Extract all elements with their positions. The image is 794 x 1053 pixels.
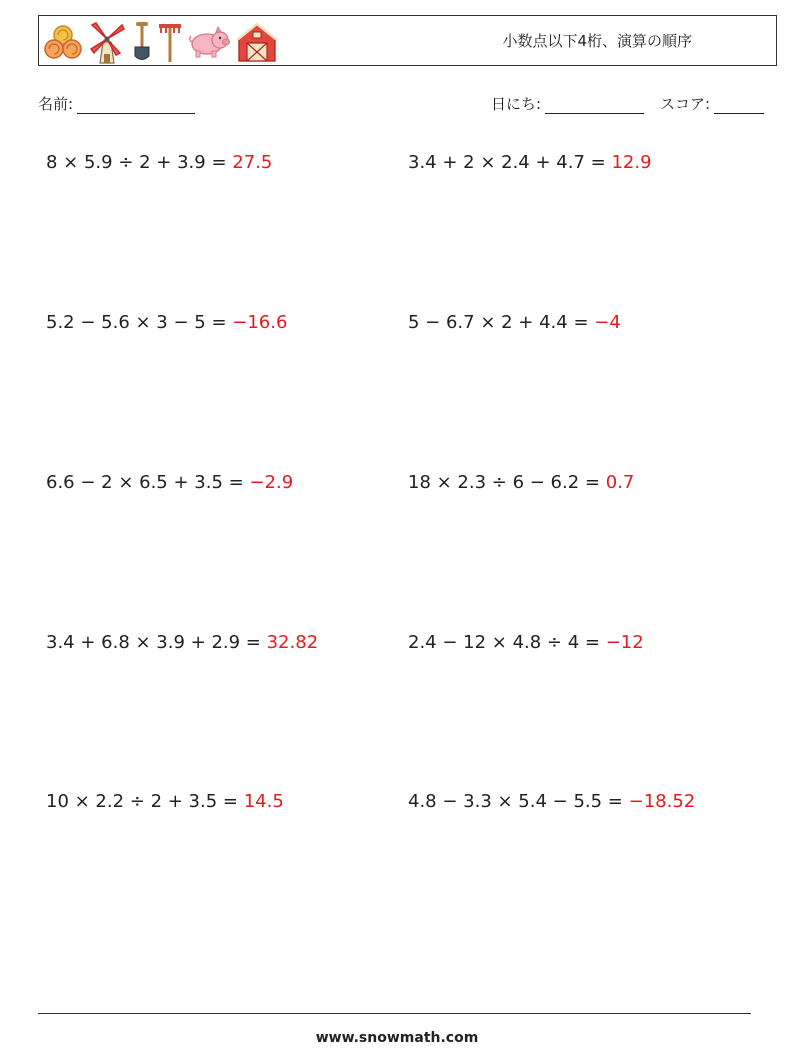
problem-answer: 0.7 — [605, 472, 635, 493]
problem-item — [46, 472, 293, 493]
problem-item — [46, 312, 287, 333]
problem-answer: −4 — [594, 312, 621, 333]
score-field — [660, 93, 764, 114]
header-icons — [43, 20, 279, 64]
problem-item — [408, 472, 634, 493]
problem-item — [46, 791, 284, 812]
problem-expression: 3.4 + 6.8 × 3.9 + 2.9 = — [46, 632, 267, 653]
date-field — [491, 93, 644, 114]
problem-answer: −2.9 — [249, 472, 294, 493]
problem-expression: 10 × 2.2 ÷ 2 + 3.5 = — [46, 791, 244, 812]
problem-answer: 14.5 — [243, 791, 284, 812]
footer-url[interactable]: www.snowmath.com — [315, 1030, 479, 1046]
date-blank[interactable] — [545, 97, 644, 114]
windmill-icon — [87, 20, 127, 64]
footer-divider — [38, 1013, 751, 1014]
barn-icon — [235, 21, 279, 63]
worksheet-header — [38, 15, 777, 66]
problem-answer: 12.9 — [611, 152, 652, 173]
problem-expression: 5.2 − 5.6 × 3 − 5 = — [46, 312, 233, 333]
date-label: 日にち: — [491, 95, 542, 113]
name-field — [38, 93, 195, 114]
rake-icon — [157, 20, 183, 64]
name-label: 名前: — [38, 95, 74, 113]
problem-answer: 27.5 — [232, 152, 273, 173]
problem-expression: 3.4 + 2 × 2.4 + 4.7 = — [408, 152, 612, 173]
problem-expression: 6.6 − 2 × 6.5 + 3.5 = — [46, 472, 250, 493]
score-blank[interactable] — [714, 97, 764, 114]
shovel-icon — [131, 20, 153, 64]
problem-expression: 4.8 − 3.3 × 5.4 − 5.5 = — [408, 791, 629, 812]
problem-answer: −18.52 — [628, 791, 696, 812]
problem-answer: 32.82 — [266, 632, 319, 653]
pig-icon — [187, 22, 231, 62]
hay-bales-icon — [43, 22, 83, 62]
problem-item — [408, 152, 652, 173]
worksheet-title: 小数点以下4桁、演算の順序 — [502, 32, 692, 50]
problem-item — [408, 312, 621, 333]
problem-expression: 5 − 6.7 × 2 + 4.4 = — [408, 312, 595, 333]
problem-item — [408, 632, 644, 653]
problem-answer: −12 — [605, 632, 644, 653]
problem-expression: 2.4 − 12 × 4.8 ÷ 4 = — [408, 632, 606, 653]
problem-item — [46, 632, 318, 653]
problem-expression: 18 × 2.3 ÷ 6 − 6.2 = — [408, 472, 606, 493]
problem-item — [46, 152, 272, 173]
name-blank[interactable] — [77, 97, 195, 114]
problem-answer: −16.6 — [232, 312, 288, 333]
problem-item — [408, 791, 695, 812]
problem-expression: 8 × 5.9 ÷ 2 + 3.9 = — [46, 152, 233, 173]
score-label: スコア: — [660, 95, 711, 113]
